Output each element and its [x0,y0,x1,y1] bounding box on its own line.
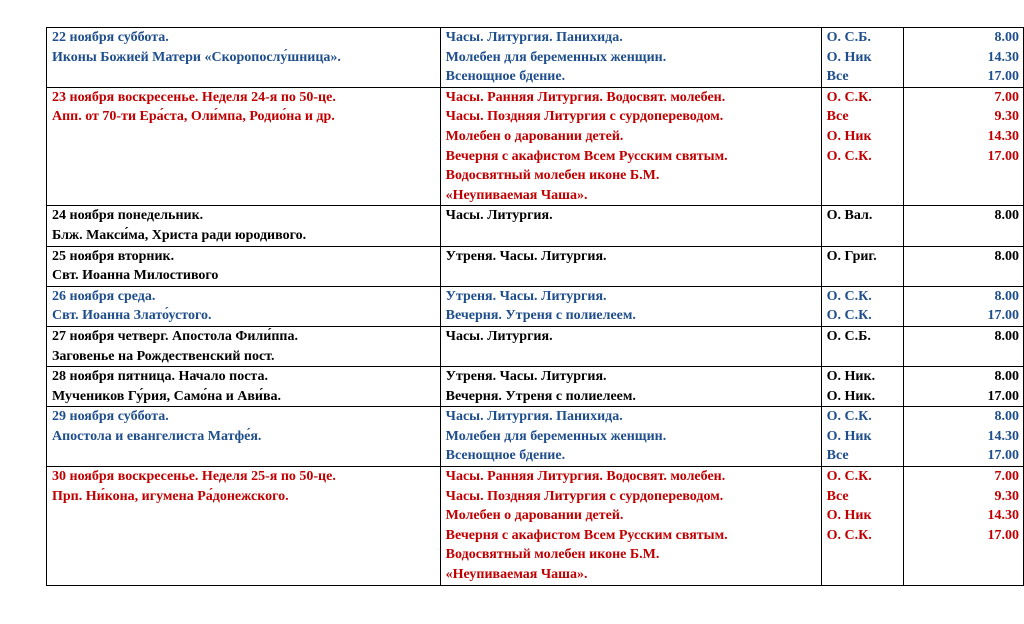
time-line: 8.00 [994,369,1019,385]
day-line: 25 ноября вторник. [52,248,175,264]
schedule-row [47,407,1024,467]
service-line: Всенощное бдение. [445,448,566,464]
day-cell [47,407,441,467]
time-line: 14.30 [987,508,1019,524]
time-line: 8.00 [994,248,1019,264]
time-cell [904,286,1024,326]
time-line: 8.00 [994,328,1019,344]
priest-line: О. Ник [826,49,872,65]
priest-cell [821,407,904,467]
priest-line: О. С.К. [826,409,872,425]
schedule-table [46,27,1024,586]
schedule-row [47,326,1024,366]
services-cell [440,407,821,467]
service-line: Вечерня с акафистом Всем Русским святым. [445,148,728,164]
service-line: Вечерня. Утреня с полиелеем. [445,388,636,404]
priest-line: О. Ник [826,128,872,144]
priest-line: Все [826,109,849,125]
schedule-body [47,28,1024,586]
day-line: Блж. Макси́ма, Христа ради юродивого. [52,227,307,243]
time-cell [904,28,1024,88]
time-line: 14.30 [987,128,1019,144]
service-line: «Неупиваемая Чаша». [445,567,588,583]
time-line: 17.00 [987,148,1019,164]
time-line: 7.00 [994,469,1019,485]
service-line: Часы. Ранняя Литургия. Водосвят. молебен. [445,89,726,105]
schedule-row [47,286,1024,326]
time-cell [904,206,1024,246]
service-line: Молебен о даровании детей. [445,508,624,524]
service-line: Молебен для беременных женщин. [445,49,667,65]
time-line: 8.00 [994,288,1019,304]
day-cell [47,326,441,366]
service-line: Молебен о даровании детей. [445,128,624,144]
priest-line: О. С.К. [826,308,872,324]
priest-line: О. С.К. [826,148,872,164]
time-line: 17.00 [987,69,1019,85]
priest-line: О. Ник [826,428,872,444]
service-line: Часы. Литургия. Панихида. [445,409,623,425]
day-cell [47,28,441,88]
service-line: Водосвятный молебен иконе Б.М. [445,547,660,563]
service-line: Часы. Литургия. Панихида. [445,30,623,45]
priest-cell [821,467,904,586]
priest-cell [821,367,904,407]
services-cell [440,467,821,586]
time-line: 8.00 [994,208,1019,224]
day-line: Заговенье на Рождественский пост. [52,348,275,364]
services-cell [440,28,821,88]
priest-line: О. С.Б. [826,328,871,344]
day-line: 30 ноября воскресенье. Неделя 25-я по 50-це. [52,469,336,485]
schedule-row [47,246,1024,286]
services-cell [440,206,821,246]
services-cell [440,246,821,286]
service-line: Утреня. Часы. Литургия. [445,369,607,385]
time-line: 17.00 [987,527,1019,543]
day-cell [47,286,441,326]
services-cell [440,367,821,407]
service-line: Часы. Литургия. [445,328,553,344]
day-line: Иконы Божией Матери «Скоропослу́шница». [52,49,341,65]
day-cell [47,87,441,206]
schedule-row [47,87,1024,206]
priest-cell [821,28,904,88]
day-line: Апп. от 70-ти Ера́ста, Оли́мпа, Родио́на и др. [52,109,335,125]
schedule-row [47,367,1024,407]
time-line: 17.00 [987,388,1019,404]
time-line: 8.00 [994,409,1019,425]
priest-line: О. С.Б. [826,30,871,45]
service-line: Вечерня. Утреня с полиелеем. [445,308,636,324]
service-line: Молебен для беременных женщин. [445,428,667,444]
time-cell [904,367,1024,407]
priest-cell [821,206,904,246]
service-line: Часы. Поздняя Литургия с сурдопереводом. [445,109,724,125]
service-line: Часы. Поздняя Литургия с сурдопереводом. [445,488,724,504]
time-cell [904,467,1024,586]
service-line: Всенощное бдение. [445,69,566,85]
services-cell [440,87,821,206]
priest-line: О. Вал. [826,208,873,224]
priest-line: О. С.К. [826,288,872,304]
service-line: Часы. Литургия. [445,208,553,224]
time-cell [904,246,1024,286]
priest-line: О. С.К. [826,527,872,543]
priest-cell [821,326,904,366]
time-line: 8.00 [994,30,1019,45]
schedule-row [47,28,1024,88]
time-line: 17.00 [987,448,1019,464]
priest-line: О. Григ. [826,248,877,264]
service-line: «Неупиваемая Чаша». [445,187,588,203]
time-line: 9.30 [994,488,1019,504]
schedule-row [47,467,1024,586]
priest-line: О. Ник. [826,369,876,385]
day-line: Мучеников Гу́рия, Само́на и Ави́ва. [52,388,282,404]
day-line: 27 ноября четверг. Апостола Фили́ппа. [52,328,298,344]
priest-line: О. Ник. [826,388,876,404]
day-line: Свт. Иоанна Злато́устого. [52,308,212,324]
priest-line: О. С.К. [826,89,872,105]
time-cell [904,87,1024,206]
services-cell [440,286,821,326]
time-line: 14.30 [987,49,1019,65]
day-line: 22 ноября суббота. [52,30,169,45]
service-line: Утреня. Часы. Литургия. [445,248,607,264]
service-line: Часы. Ранняя Литургия. Водосвят. молебен. [445,469,726,485]
priest-line: О. С.К. [826,469,872,485]
services-cell [440,326,821,366]
time-line: 17.00 [987,308,1019,324]
day-cell [47,467,441,586]
time-line: 14.30 [987,428,1019,444]
day-line: Апостола и евангелиста Матфе́я. [52,428,262,444]
time-cell [904,407,1024,467]
service-line: Вечерня с акафистом Всем Русским святым. [445,527,728,543]
schedule-row [47,206,1024,246]
day-line: 23 ноября воскресенье. Неделя 24-я по 50-це. [52,89,336,105]
day-cell [47,206,441,246]
service-line: Утреня. Часы. Литургия. [445,288,607,304]
priest-line: О. Ник [826,508,872,524]
day-line: 26 ноября среда. [52,288,156,304]
day-line: 28 ноября пятница. Начало поста. [52,369,268,385]
day-line: 29 ноября суббота. [52,409,169,425]
service-line: Водосвятный молебен иконе Б.М. [445,168,660,184]
priest-line: Все [826,448,849,464]
priest-cell [821,286,904,326]
priest-cell [821,87,904,206]
priest-cell [821,246,904,286]
day-line: Свт. Иоанна Милостивого [52,268,219,284]
day-cell [47,367,441,407]
time-line: 7.00 [994,89,1019,105]
priest-line: Все [826,488,849,504]
priest-line: Все [826,69,849,85]
day-cell [47,246,441,286]
day-line: 24 ноября понедельник. [52,208,204,224]
day-line: Прп. Ни́кона, игумена Ра́донежского. [52,488,289,504]
time-line: 9.30 [994,109,1019,125]
time-cell [904,326,1024,366]
